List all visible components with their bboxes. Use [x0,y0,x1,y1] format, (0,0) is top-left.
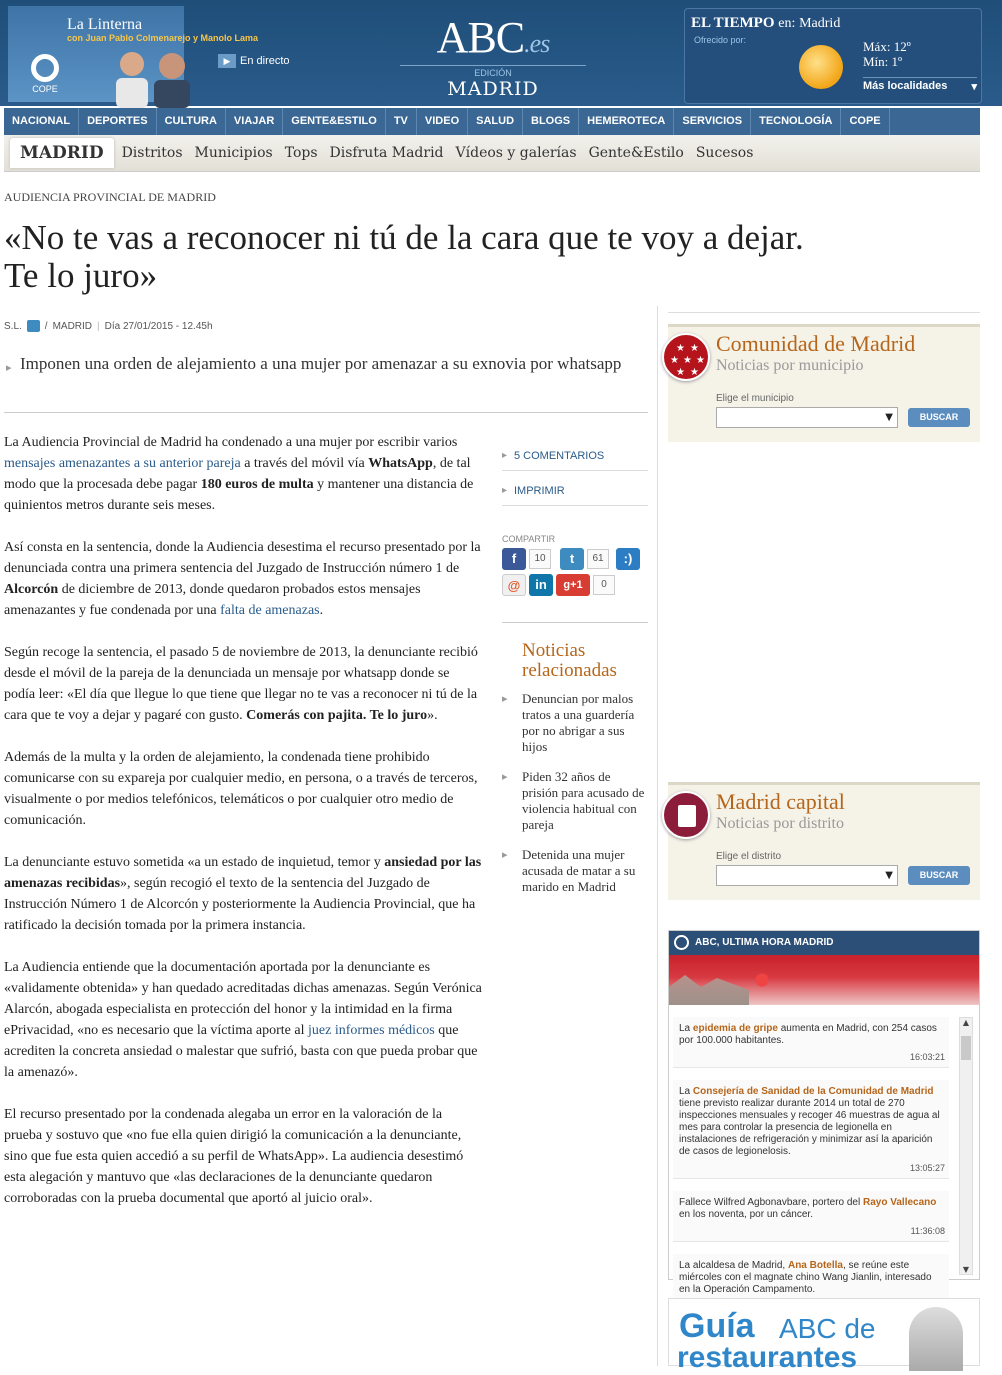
twitter-count: 61 [587,549,609,569]
subnav-item[interactable]: Tops [284,145,318,161]
chevron-down-icon: ▾ [971,81,977,93]
paragraph: Así consta en la sentencia, donde la Audiencia desestima el recurso presentado por la denunciada contra una primera sentencia del Juzgado de Instrucción número 1 de Alcorcón de diciembre de 2013, donde quedaron probados estos mensajes amenazantes y fue condenada por una falta de amenazas. [4,540,481,618]
news-time: 11:36:08 [910,1226,945,1236]
widget-subtitle: Noticias por municipio [716,357,864,374]
sun-icon [799,45,843,89]
subnav-item[interactable]: Sucesos [695,145,754,161]
ad-photo [909,1307,963,1371]
site-header [0,0,1002,106]
nav-item-viajar[interactable]: VIAJAR [226,108,283,135]
municipio-select[interactable] [716,407,898,428]
related-item[interactable]: ▸ Piden 32 años de prisión para acusado de violencia habitual con pareja [502,769,648,833]
nav-item-tecnolog-a[interactable]: TECNOLOGÍA [751,108,841,135]
buscar-municipio-button[interactable]: BUSCAR [908,408,970,427]
gplus-count: 0 [593,575,615,595]
news-item[interactable]: Fallece Wilfred Agbonavbare, portero del Rayo Vallecano en los noventa, por un cáncer. 11:36:08 [673,1191,949,1242]
news-item[interactable]: La epidemia de gripe aumenta en Madrid, con 254 casos por 100.000 habitantes. 16:03:21 [673,1017,949,1068]
paragraph: La Audiencia Provincial de Madrid ha condenado a una mujer por escribir varios mensajes amenazantes a su anterior pareja a través del móvil vía WhatsApp, de tal modo que la procesada debe pagar 180 euros de multa y mantener una distancia de quinientos metros durante seis meses. [4,435,474,513]
clock-icon [674,935,689,950]
edition-city: MADRID [447,78,539,100]
news-time: 16:03:21 [909,1052,945,1062]
byline: S.L. / MADRID | Día 27/01/2015 - 12.45h [4,320,213,332]
nav-item-gente-estilo[interactable]: GENTE&ESTILO [283,108,386,135]
ultima-hora-widget [668,930,980,1295]
paragraph: Además de la multa y la orden de alejamiento, la condenada tiene prohibido comunicarse con su expareja por cualquier medio, en persona, o a través de terceros, visualmente o por medios telefónicos, telemáticos o por cualquier otro medio de comunicación. [4,750,478,828]
madrid-crest-icon [662,791,710,839]
article-subtitle: ▸ Imponen una orden de alejamiento a una mujer por amenazar a su exnovia por whatsapp [4,352,644,376]
main-nav [4,108,980,135]
section-label[interactable]: AUDIENCIA PROVINCIAL DE MADRID [4,190,216,204]
nav-item-tv[interactable]: TV [386,108,417,135]
weather-temps: Máx: 12º Mín: 1º [863,39,911,69]
live-button[interactable]: ▶ En directo [218,54,290,68]
linkedin-icon[interactable]: in [529,574,553,596]
widget-title: Comunidad de Madrid [716,331,916,356]
nav-item-servicios[interactable]: SERVICIOS [674,108,751,135]
madrid-flag-banner [669,955,979,1005]
email-share-icon[interactable]: @ [502,574,526,596]
news-feed [673,1017,949,1311]
related-item[interactable]: ▸ Denuncian por malos tratos a una guardería por no abrigar a sus hijos [502,691,648,755]
nav-item-video[interactable]: VIDEO [417,108,468,135]
comments-link[interactable]: ▸ 5 COMENTARIOS [502,444,648,471]
subnav-item[interactable]: Distritos [121,145,183,161]
related-title: Noticias relacionadas [522,640,617,681]
facebook-icon[interactable]: f [502,548,526,570]
play-icon: ▶ [218,54,236,68]
buscar-distrito-button[interactable]: BUSCAR [908,866,970,885]
headline: «No te vas a reconocer ni tú de la cara que te voy a dejar. Te lo juro» [4,218,804,295]
paragraph: Según recoge la sentencia, el pasado 5 de noviembre de 2013, la denunciante recibió desde el móvil de la pareja de la denunciada un mensaje por whatsapp donde se podía leer: «El día que llegue lo que tiene que llegar no te vas a reconocer ni tú de la cara que te voy a dejar y pagaré con gusto. Comerás con pajita. Te lo juro». [4,645,478,723]
related-item[interactable]: ▸ Detenida una mujer acusada de matar a su marido en Madrid [502,847,648,895]
gplus-icon[interactable]: g+1 [556,574,590,596]
subnav-item[interactable]: Gente&Estilo [588,145,684,161]
sidebar-divider [657,306,658,1366]
facebook-count: 10 [529,549,551,569]
cope-logo: COPE [22,40,68,98]
news-scrollbar[interactable] [959,1017,973,1275]
meneame-icon[interactable]: :) [616,548,640,570]
comunidad-widget [668,324,980,442]
abc-logo[interactable]: ABC.es EDICIÓN MADRID [400,12,586,100]
news-item[interactable]: La alcaldesa de Madrid, Ana Botella, se reúne este miércoles con el magnate chino Wang Jianlin, interesado en la Operación Campamento. [673,1254,949,1299]
guia-restaurantes-ad[interactable] [668,1298,980,1374]
scroll-down-icon: ▼ [962,1265,970,1274]
ad-text: Guía [679,1307,755,1345]
subnav-item[interactable]: Municipios [194,145,273,161]
twitter-icon[interactable] [27,320,40,332]
chevron-down-icon: ▼ [885,412,893,423]
presenters-photo [108,46,198,108]
capital-widget [668,782,980,900]
nav-item-blogs[interactable]: BLOGS [523,108,579,135]
ultima-hora-header: ABC, ULTIMA HORA MADRID [669,931,979,955]
nav-item-cope[interactable]: COPE [841,108,889,135]
nav-item-cultura[interactable]: CULTURA [157,108,226,135]
paragraph: La Audiencia entiende que la documentación aportada por la denunciante es «validamente obtenida» y han quedado acreditadas dichas amenazas. Según Verónica Alarcón, abogada especialista en protección del honor y la intimidad en la firma ePrivacidad, «no es necesario que la víctima aporte al juez informes médicos que acrediten la concreta ansiedad o malestar que sufrió, basta con que pueda probar que la amenazó». [4,960,482,1080]
link-mensajes[interactable]: mensajes amenazantes a su anterior pareja [4,456,241,471]
divider [4,412,648,413]
madrid-stars-icon: ★ ★ ★ ★ ★ ★ ★ [662,333,710,381]
nav-item-nacional[interactable]: NACIONAL [4,108,79,135]
sub-nav [4,135,980,172]
article-tools [502,444,648,909]
related-list [502,691,648,895]
radio-title[interactable]: La Linterna [67,16,143,33]
weather-widget [684,8,982,104]
radio-subtitle: con Juan Pablo Colmenarejo y Manolo Lama [67,33,259,43]
news-item[interactable]: La Consejería de Sanidad de la Comunidad de Madrid tiene previsto realizar durante 2014 un total de 270 inspecciones mensuales y recoger 46 muestras de agua al mes para controlar la presencia de legionella en instalaciones de refrigeración y minimizar así la aparición de casos de legionelosis. 13:05:27 [673,1080,949,1179]
nav-item-salud[interactable]: SALUD [468,108,523,135]
ad-text: ABC de [779,1313,876,1344]
twitter-share-icon[interactable]: t [560,548,584,570]
paragraph: El recurso presentado por la condenada alegaba un error en la valoración de la prueba y sostuvo que «no fue ella quien dirigió la comunicación a la denunciante, sino que fue esta quien accedió a su perfil de WhatsApp». La audiencia desestimó esta alegación y mantuvo que «las declaraciones de la denunciante quedaron corroboradas con la prueba documental que aportó al juicio oral». [4,1107,464,1206]
municipio-label: Elige el municipio [716,393,794,404]
news-time: 13:05:27 [909,1163,945,1173]
more-locations-dropdown[interactable]: Más localidades ▾ [863,77,977,93]
subnav-current[interactable]: MADRID [10,138,114,168]
widget-title: Madrid capital [716,789,845,814]
nav-item-hemeroteca[interactable]: HEMEROTECA [579,108,674,135]
distrito-label: Elige el distrito [716,851,782,862]
subnav-item[interactable]: Disfruta Madrid [329,145,444,161]
distrito-select[interactable] [716,865,898,886]
weather-sponsor: Ofrecido por: [694,35,747,45]
arrow-icon: ▸ [6,362,12,374]
edition-label: EDICIÓN [400,65,586,78]
subnav-item[interactable]: Vídeos y galerías [455,145,577,161]
scroll-up-icon: ▲ [962,1018,970,1027]
ad-text: restaurantes [677,1341,858,1374]
print-link[interactable]: ▸ IMPRIMIR [502,479,648,506]
link-falta-amenazas[interactable]: falta de amenazas [220,603,320,618]
widget-subtitle: Noticias por distrito [716,815,844,832]
nav-item-deportes[interactable]: DEPORTES [79,108,157,135]
share-label: COMPARTIR [502,534,556,544]
link-juez-informes[interactable]: juez informes médicos [308,1023,435,1038]
chevron-down-icon: ▼ [885,870,893,881]
paragraph: La denunciante estuvo sometida «a un estado de inquietud, temor y ansiedad por las amenazas recibidas», según recogió el texto de la sentencia del Juzgado de Instrucción Número 1 de Alcorcón y posteriormente la Audiencia Provincial, que ha ratificado la decisión tomada por la primera instancia. [4,855,482,933]
weather-title: EL TIEMPO en: Madrid [691,15,841,31]
article-body [4,432,482,1230]
